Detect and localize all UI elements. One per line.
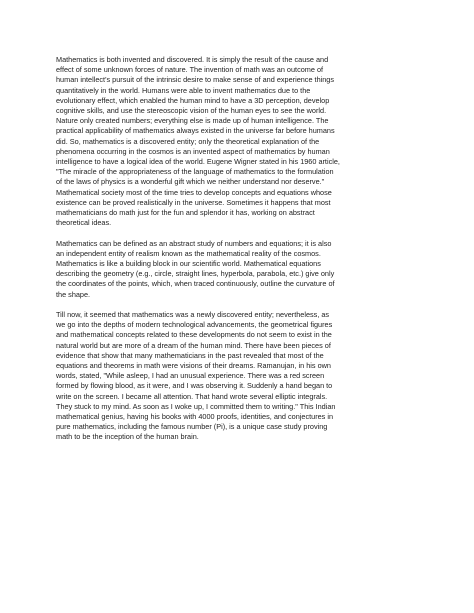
text-line: existence can be proved realistically in the universe. Sometimes it happens that most [56,197,331,207]
text-line: did. So, mathematics is a discovered entity; only the theoretical explanation of the [56,136,320,146]
text-line: natural world but are more of a dream of the human mind. There have been pieces of [56,340,331,350]
text-line: theoretical ideas. [56,218,112,228]
text-line: mathematical genius, having his books with 4000 proofs, identities, and conjectures in [56,412,334,422]
text-line: of the laws of physics is a wonderful gift which we neither understand nor deserve." [56,177,325,187]
text-line: cognitive skills, and use the stereoscopic vision of the human eyes to see the world. [56,106,327,116]
text-line: pure mathematics, including the famous number (Pi), is a unique case study proving [56,422,328,432]
text-line: mathematicians do math just for the fun and splendor it has, working on abstract [56,208,315,218]
text-line: words, stated, "While asleep, I had an unusual experience. There was a red screen [56,371,325,381]
text-line: equations and theorems in math were visions of their dreams. Ramanujan, in his own [56,361,331,371]
text-line: evolutionary effect, which enabled the human mind to have a 3D perception, develop [56,95,330,105]
paragraph-3 [56,310,422,443]
text-line: practical applicability of mathematics always existed in the universe far before humans [56,126,335,136]
text-line: the shape. [56,289,91,299]
text-line: intelligence to have a logical idea of the world. Eugene Wigner stated in his 1960 article, [56,157,340,167]
text-line: formed by flowing blood, as it were, and I was observing it. Suddenly a hand began to [56,381,333,391]
text-line: human intellect's pursuit of the intrinsic desire to make sense of and experience things [56,75,335,85]
text-line: phenomena occurring in the cosmos is an invented aspect of mathematics by human [56,146,330,156]
text-line: Till now, it seemed that mathematics was a newly discovered entity; nevertheless, as [56,310,330,320]
text-line: Mathematics can be defined as an abstract study of numbers and equations; it is also [56,238,332,248]
text-line: They stuck to my mind. As soon as I woke up, I committed them to writing." This Indian [56,401,336,411]
text-line: evidence that show that many mathematicians in the past revealed that most of the [56,350,324,360]
paragraph-2 [56,239,422,300]
text-line: the coordinates of the points, which, when traced continuously, outline the curvature of [56,279,335,289]
text-line: effect of some unknown forces of nature. The invention of math was an outcome of [56,65,324,75]
text-line: math to be the inception of the human brain. [56,432,199,442]
text-line: we go into the depths of modern technological advancements, the geometrical figures [56,320,333,330]
text-line: an independent entity of realism known as the mathematical reality of the cosmos. [56,248,321,258]
text-line: Nature only created numbers; everything else is made up of human intelligence. The [56,116,329,126]
text-line: write on the screen. I became all attention. That hand wrote several elliptic integrals. [56,391,328,401]
text-line: Mathematics is like a building block in our scientific world. Mathematical equations [56,259,321,269]
paragraph-1 [56,55,422,228]
text-line: Mathematics is both invented and discovered. It is simply the result of the cause and [56,55,329,64]
essay-body [56,55,422,443]
text-line: "The miracle of the appropriateness of the language of mathematics to the formulation [56,167,334,177]
text-line: describing the geometry (e.g., circle, straight lines, hyperbola, parabola, etc.) give only [56,269,335,279]
text-line: and mathematical concepts related to these developments do not seem to exist in the [56,330,332,340]
text-line: Mathematical society most of the time tries to develop concepts and equations whose [56,187,332,197]
text-line: quantitatively in the world. Humans were able to invent mathematics due to the [56,85,311,95]
